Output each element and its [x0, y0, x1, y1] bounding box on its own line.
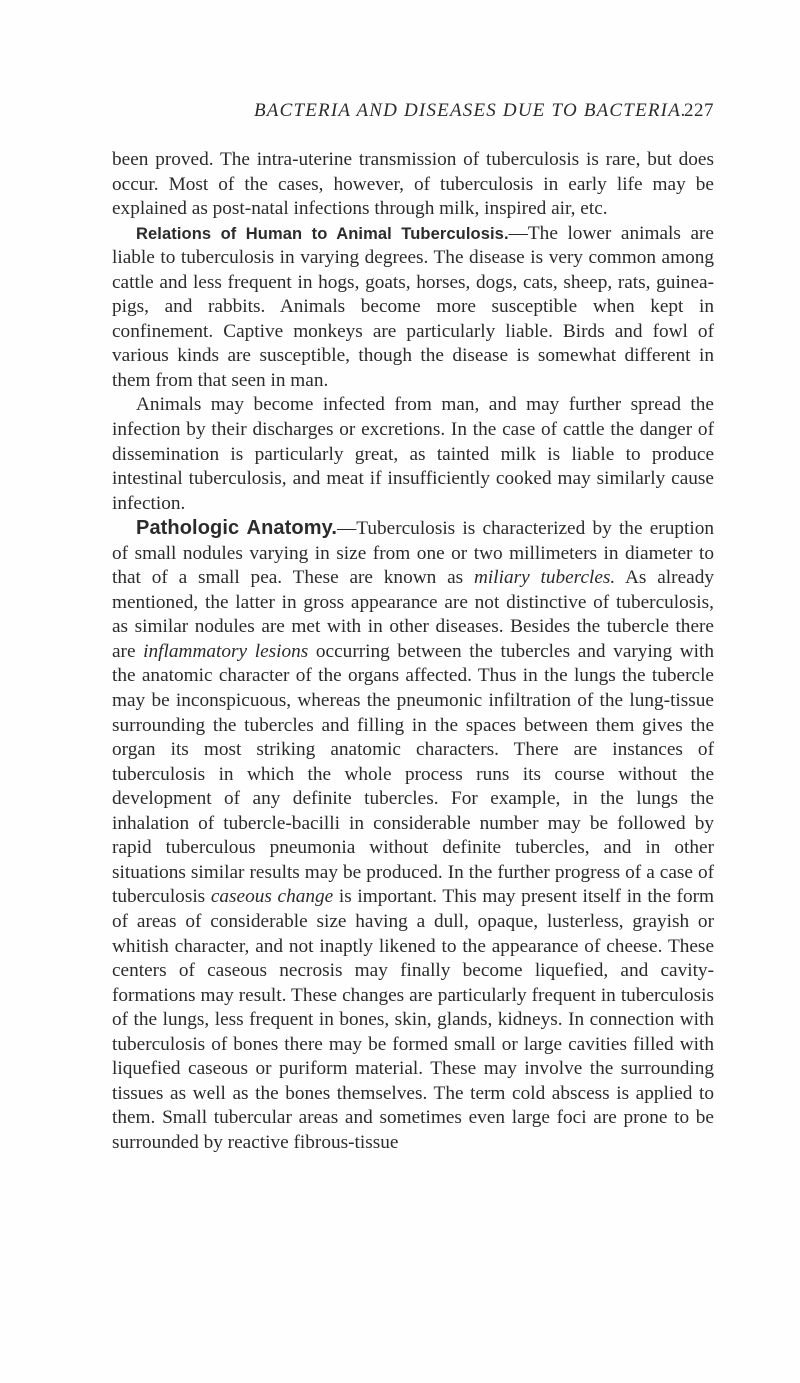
emphasis-miliary-tubercles: miliary tubercles. [473, 567, 616, 589]
paragraph-text: occurring between the tubercles and varying with the anatomic character of the organs affected. Thus in the lungs the tubercle may be inconspicuous, whereas the pneumonic infiltration of the lung-tissue surrounding the tubercles and filling in the spaces between them gives the organ its most striking anatomic characters. There are instances of tuberculosis in which the whole process runs its course without the development of any definite tubercles. For example, in the lungs the inhalation of tubercle-bacilli in considerable number may be followed by rapid tuberculous pneumonia without definite tubercles, and in other situations similar results may be produced. In the further progress of a case of tuberculosis [112, 640, 715, 908]
paragraph-text: Animals may become infected from man, and may further spread the infection by their discharges or excretions. In the case of cattle the danger of dissemination is particularly great, as tainted milk is liable to produce intestinal tuberculosis, and meat if insufficiently cooked may similarly cause infection. [112, 394, 714, 514]
paragraph-animal-infection [112, 393, 714, 516]
emphasis-inflammatory-lesions: inflammatory lesions [143, 640, 309, 662]
section-heading-pathologic-anatomy: Pathologic Anatomy. [136, 517, 337, 540]
paragraph-pathologic-anatomy [112, 516, 714, 1155]
paragraph-text: As already mentioned, the latter in gross appearance are not distinctive of tuberculosis, as similar nodules are met with in other diseases. Besides the tubercle there are [112, 567, 714, 662]
paragraph-text: been proved. The intra-uterine transmission of tuberculosis is rare, but does occur. Most of the cases, however, of tuberculosis in early life may be explained as post-natal infections through milk, inspired air, etc. [112, 149, 714, 220]
paragraph-text: —Tuberculosis is characterized by the eruption of small nodules varying in size from one or two millimeters in diameter to that of a small pea. These are known as [112, 518, 714, 589]
body-text [112, 148, 714, 1155]
running-title: BACTERIA AND DISEASES DUE TO BACTERIA. [254, 100, 687, 121]
paragraph-text: —The lower animals are liable to tuberculosis in varying degrees. The disease is very common among cattle and less frequent in hogs, goats, horses, dogs, cats, sheep, rats, guinea-pigs, and rabbits. Animals become more susceptible when kept in confinement. Captive monkeys are particularly liable. Birds and fowl of various kinds are susceptible, though the disease is somewhat different in them from that seen in man. [112, 222, 714, 391]
paragraph-text: is important. This may present itself in the form of areas of considerable size having a dull, opaque, lusterless, grayish or whitish character, and not inaptly likened to the appearance of cheese. These centers of caseous necrosis may finally become liquefied, and cavity-formations may result. These changes are particularly frequent in tuberculosis of the lungs, less frequent in bones, skin, glands, kidneys. In connection with tuberculosis of bones there may be formed small or large cavities filled with liquefied caseous or puriform material. These may involve the surrounding tissues as well as the bones themselves. The term cold abscess is applied to them. Small tubercular areas and sometimes even large foci are prone to be surrounded by reactive fibrous-tissue [112, 886, 715, 1153]
section-heading-relations: Relations of Human to Animal Tuberculosis. [136, 224, 509, 243]
emphasis-caseous-change: caseous change [210, 886, 334, 908]
page-header [254, 100, 714, 124]
page-number: 227 [684, 100, 714, 121]
paragraph-continuation [112, 148, 714, 222]
paragraph-animal-tuberculosis [112, 222, 714, 394]
